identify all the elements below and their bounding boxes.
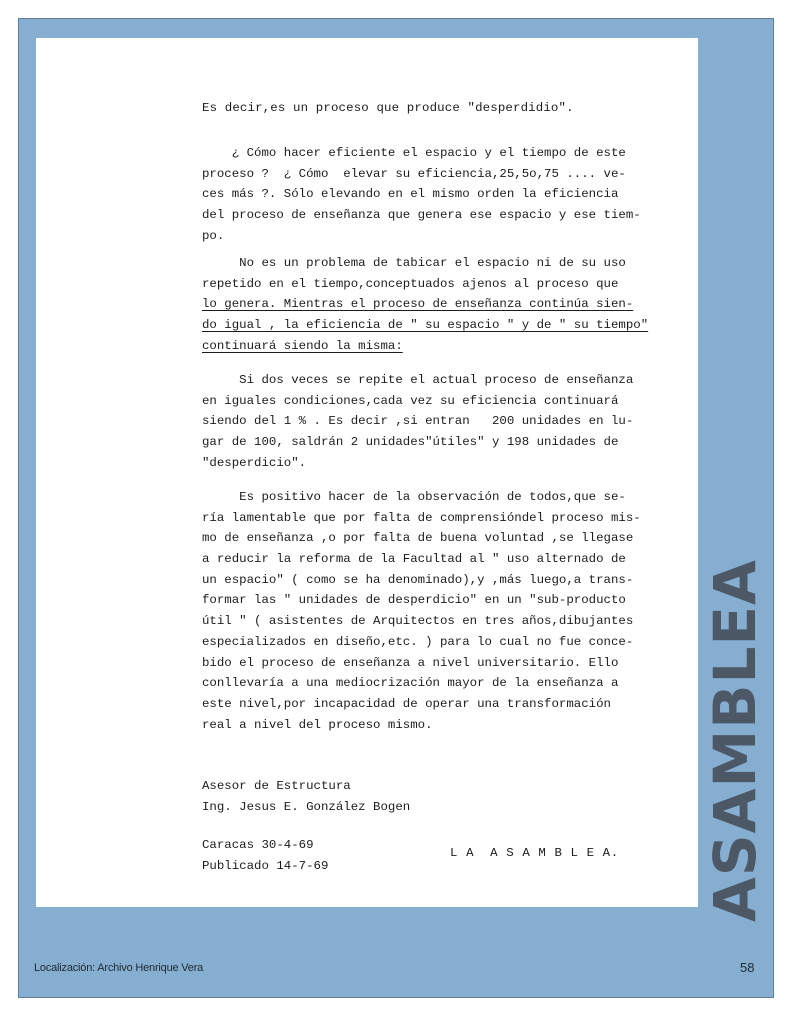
- paragraph-3-line: "desperdicio".: [202, 455, 307, 470]
- paragraph-4-line: especializados en diseño,etc. ) para lo cual no fue conce-: [202, 634, 634, 649]
- opening-line: Es decir,es un proceso que produce "desperdidio".: [202, 101, 574, 115]
- paragraph-4-line: Es positivo hacer de la observación de todos,que se-: [202, 490, 626, 504]
- dates-block: [202, 835, 328, 876]
- paragraph-2-line-underlined: do igual , la eficiencia de " su espacio " y de " su tiempo": [202, 318, 649, 333]
- paragraph-4-line: un espacio" ( como se ha denominado),y ,más luego,a trans-: [202, 572, 634, 587]
- paragraph-1-line: del proceso de enseñanza que genera ese espacio y ese tiem-: [202, 208, 641, 223]
- paragraph-2: [202, 253, 648, 356]
- paragraph-3: [202, 370, 633, 473]
- paragraph-3-line: siendo del 1 % . Es decir ,si entran 200 unidades en lu-: [202, 414, 634, 429]
- paragraph-4: [202, 487, 641, 735]
- signature-title: Asesor de Estructura: [202, 779, 351, 793]
- signature-block: [202, 776, 410, 817]
- date-line: Publicado 14-7-69: [202, 858, 329, 873]
- paragraph-1: [202, 143, 641, 246]
- side-title: ASAMBLEA: [701, 559, 769, 922]
- assembly-signoff: L A A S A M B L E A.: [450, 846, 619, 860]
- paragraph-2-line: repetido en el tiempo,conceptuados ajenos al proceso que: [202, 276, 619, 291]
- paragraph-4-line: útil " ( asistentes de Arquitectos en tres años,dibujantes: [202, 614, 634, 629]
- paragraph-1-line: ces más ?. Sólo elevando en el mismo orden la eficiencia: [202, 187, 619, 202]
- date-line: Caracas 30-4-69: [202, 838, 314, 852]
- paragraph-1-line: po.: [202, 228, 225, 243]
- page-number: 58: [740, 960, 755, 975]
- paragraph-1-line: proceso ? ¿ Cómo elevar su eficiencia,25,5o,75 .... ve-: [202, 166, 626, 181]
- paragraph-4-line: mo de enseñanza ,o por falta de buena voluntad ,se llegase: [202, 531, 634, 546]
- paragraph-4-line: real a nivel del proceso mismo.: [202, 717, 433, 732]
- paragraph-4-line: este nivel,por incapacidad de operar una transformación: [202, 696, 611, 711]
- paragraph-4-line: formar las " unidades de desperdicio" en un "sub-producto: [202, 593, 626, 608]
- paragraph-2-line-underlined: lo genera. Mientras el proceso de enseñanza continúa sien-: [202, 297, 634, 312]
- paragraph-3-line: en iguales condiciones,cada vez su eficiencia continuará: [202, 393, 619, 408]
- paragraph-4-line: ría lamentable que por falta de comprensióndel proceso mis-: [202, 510, 641, 525]
- source-caption: Localización: Archivo Henrique Vera: [34, 962, 204, 974]
- paragraph-1-line: ¿ Cómo hacer eficiente el espacio y el tiempo de este: [202, 146, 626, 160]
- paragraph-3-line: gar de 100, saldrán 2 unidades"útiles" y 198 unidades de: [202, 435, 619, 450]
- paragraph-4-line: a reducir la reforma de la Facultad al " uso alternado de: [202, 552, 626, 567]
- signature-name: Ing. Jesus E. González Bogen: [202, 799, 411, 814]
- paragraph-2-line: No es un problema de tabicar el espacio ni de su uso: [202, 256, 626, 270]
- paragraph-2-line-underlined: continuará siendo la misma:: [202, 338, 403, 353]
- paragraph-4-line: bido el proceso de enseñanza a nivel universitario. Ello: [202, 655, 619, 670]
- paragraph-4-line: conllevaría a una mediocrización mayor de la enseñanza a: [202, 676, 619, 691]
- paragraph-3-line: Si dos veces se repite el actual proceso de enseñanza: [202, 373, 634, 387]
